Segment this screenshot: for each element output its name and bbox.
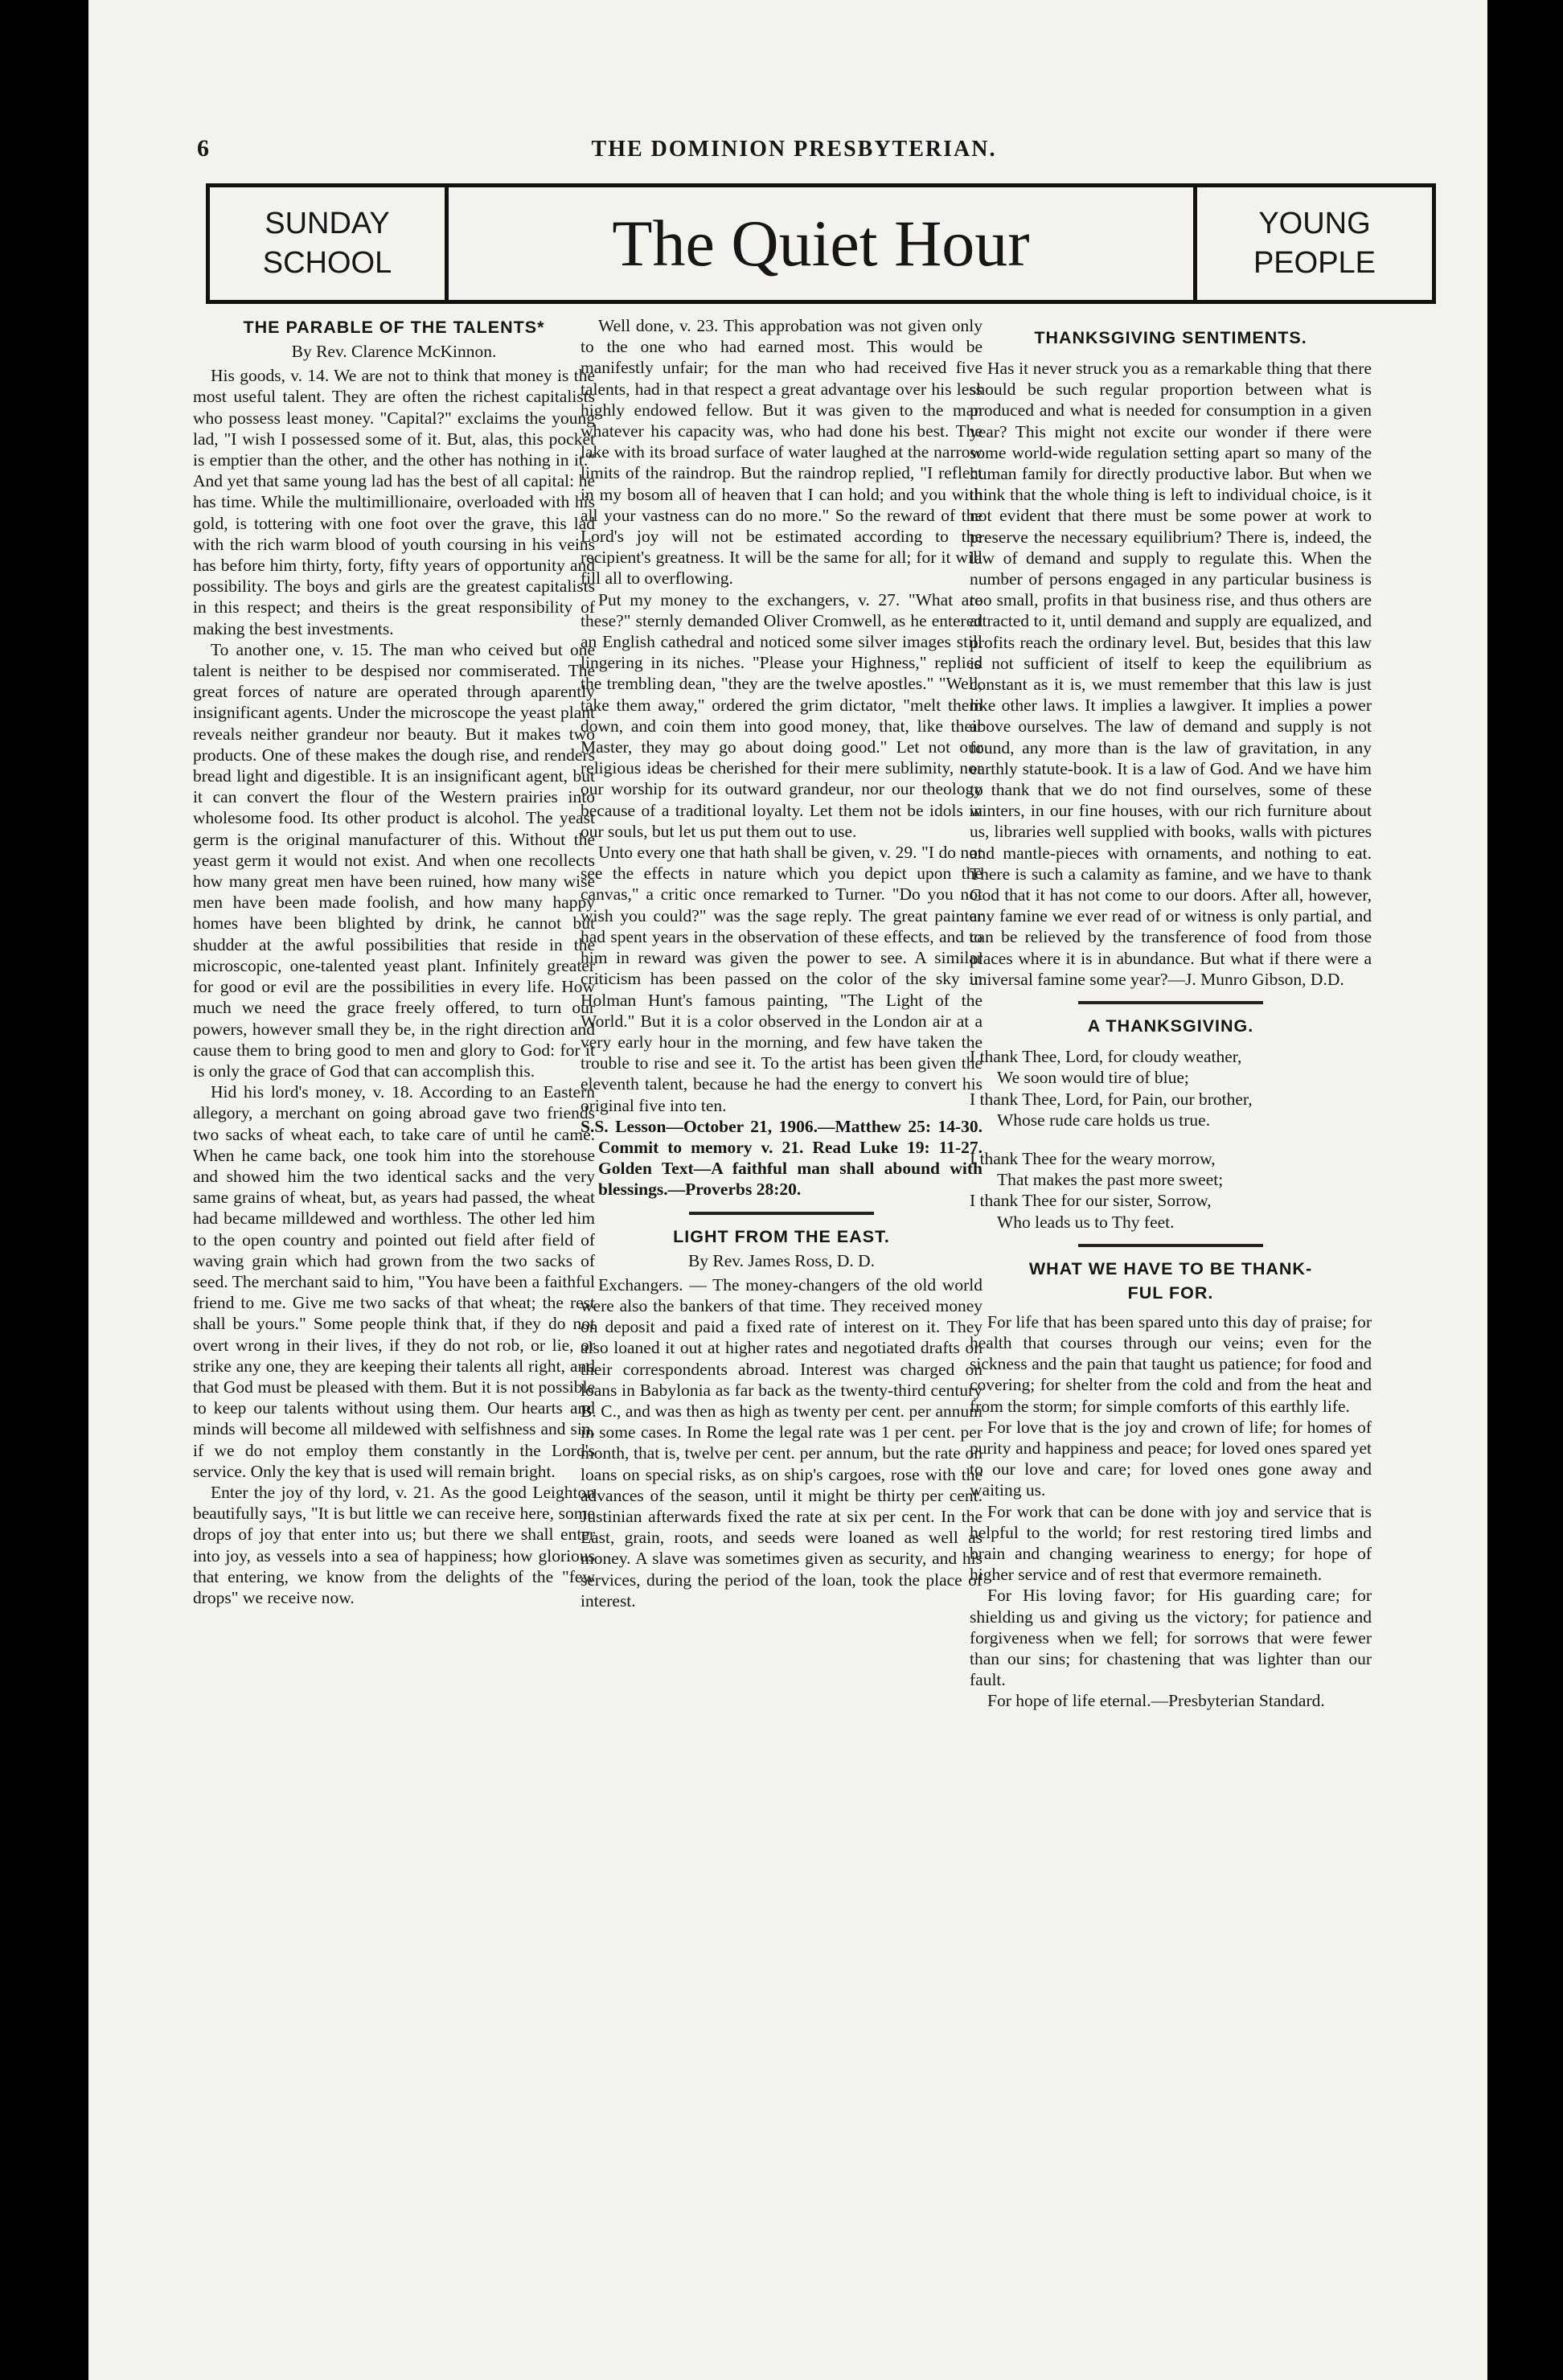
poem-stanza	[970, 1148, 1372, 1233]
poem-line: I thank Thee, Lord, for Pain, our brother,	[970, 1089, 1253, 1109]
article-paragraph: Exchangers. — The money-changers of the old world were also the bankers of that time. They received money on deposit and paid a fixed rate of interest on it. They also loaned it out at higher rates and negotiated drafts on their correspondents abroad. Interest was charged on loans in Babylonia as far back as the twenty-third century B. C., and was then as high as twenty per cent. per annum in some cases. In Rome the legal rate was 1 per cent. per month, that is, twelve per cent. per annum, but the rate on loans on special risks, as on ship's cargoes, rose with the advances of the season, until it might be thirty per cent. Justinian afterwards fixed the rate at six per cent. In the East, grain, roots, and seeds were loaned as well as money. A slave was sometimes given as security, and his services, during the period of the loan, took the place of interest.	[580, 1274, 983, 1611]
poem-title: A THANKSGIVING.	[1087, 1016, 1254, 1036]
article-paragraph: For hope of life eternal.—Presbyterian Standard.	[987, 1691, 1325, 1711]
article-paragraph: Well done, v. 23. This approbation was not given only to the one who had earned most. This would be manifestly unfair; for the man who had received five talents, had in that respect a great advantage over his less highly endowed fellow. But it was given to the man whatever his capacity was, who had done his best. The lake with its broad surface of water laughed at the narrow limits of the raindrop. But the raindrop replied, "I reflect in my bosom all of heaven that I can hold; and you with all your vastness can do no more." So the reward of the Lord's joy will not be estimated according to the recipient's greatness. It will be the same for all; for it will fill all to overflowing.	[580, 316, 983, 589]
banner-left-line1: SUNDAY	[265, 206, 390, 240]
article-title: THANKSGIVING SENTIMENTS.	[1034, 328, 1307, 347]
section-rule	[1078, 1244, 1263, 1247]
banner-title: The Quiet Hour	[612, 206, 1030, 280]
lesson-footnote: S.S. Lesson—October 21, 1906.—Matthew 25: 14-30. Commit to memory v. 21. Read Luke 19: 11-27. Golden Text—A faithful man shall abound with blessings.—Proverbs 28:20.	[580, 1116, 983, 1200]
column-3	[970, 326, 1372, 2239]
section-banner	[206, 183, 1436, 304]
poem-line: I thank Thee for our sister, Sorrow,	[970, 1191, 1212, 1211]
poem-stanza	[970, 1046, 1372, 1130]
article-paragraph: Put my money to the exchangers, v. 27. "What are these?" sternly demanded Oliver Cromwell, as he entered an English cathedral and noticed some silver images still lingering in its niches. "Please your Highness," replied the trembling dean, "they are the twelve apostles." "Well, take them away," ordered the grim dictator, "melt them down, and coin them into good money, that, like their Master, they may go about doing good." Let not our religious ideas be cherished for their mere sublimity, nor our worship for its outward grandeur, nor our theology because of a traditional loyalty. Let them not be idols in our souls, but let us put them out to use.	[580, 589, 983, 841]
article-paragraph: Has it never struck you as a remarkable thing that there should be such regular proportion between what is produced and what is needed for consumption in a given year? This might not excite our wonder if there were some world-wide regulation setting apart so many of the human family for directly productive labor. But when we think that the whole thing is left to individual choice, is it not evident that there must be some power at work to preserve the necessary equilibrium? There is, indeed, the law of demand and supply to regulate this. When the number of persons engaged in any particular business is too small, profits in that business rise, and thus others are attracted to it, until demand and supply are equalized, and profits reach the ordinary level. But, besides that this law is not sufficient of itself to keep the equilibrium as constant as it is, we must remember that this law is just like other laws. It implies a lawgiver. It implies a power above ourselves. The law of demand and supply is not found, any more than is the law of gravitation, in any earthly statute-book. It is a law of God. And we have him to thank that we do not find ourselves, some of these winters, in our fine houses, with our rich furniture about us, libraries well supplied with books, walls with pictures and mantle-pieces with ornaments, and nothing to eat. There is such a calamity as famine, and we have to thank God that it has not come to our doors. After all, however, any famine we ever read of or witness is only partial, and can be relieved by the transference of food from those places where it is in abundance. But what if there were a universal famine some year?—J. Munro Gibson, D.D.	[970, 359, 1372, 989]
poem-line: I thank Thee, Lord, for cloudy weather,	[970, 1047, 1242, 1067]
banner-left-line2: SCHOOL	[262, 246, 392, 280]
article-paragraph: For life that has been spared unto this day of praise; for health that courses through our veins; even for the sickness and the pain that taught us patience; for food and covering; for shelter from the cold and from the heat and from the storm; for simple comforts of this earthly life.	[970, 1311, 1372, 1416]
article-paragraph: To another one, v. 15. The man who ceived but one talent is neither to be despised nor commiserated. The great forces of nature are operated through aparently insignificant agents. Under the microscope the yeast plant reveals neither grandeur nor beauty. But it makes two products. One of these makes the dough rise, and renders bread light and digestible. It is an insignificant agent, but it can convert the flour of the Western prairies into wholesome food. Its other product is alcohol. The yeast germ is the original manufacturer of this. Without the yeast germ it would not exist. And when one recollects how many great men have been ruined, how many wise men have been made foolish, and how many happy homes have been blighted by drink, he cannot but shudder at the awful possibilities that reside in the microscopic, one-talented yeast plant. Infinitely greater for good or evil are the possibilities in every life. How much we need the grace freely offered, to turn our powers, however small they be, in the right direction and cause them to bring good to men and glory to God: for it is only the grace of God that can accomplish this.	[193, 639, 595, 1081]
section-rule	[689, 1212, 874, 1215]
column-1	[193, 315, 595, 2229]
banner-left-box	[210, 187, 449, 300]
banner-right-line2: PEOPLE	[1253, 246, 1376, 280]
poem-line: Whose rude care holds us true.	[997, 1110, 1211, 1130]
banner-right-box	[1193, 187, 1432, 300]
article-paragraph: For love that is the joy and crown of life; for homes of purity and happiness and peace; for loved ones spared yet to our love and care; for loved ones gone away and waiting us.	[970, 1417, 1372, 1500]
article-byline: By Rev. James Ross, D. D.	[687, 1250, 876, 1270]
article-paragraph: For work that can be done with joy and service that is helpful to the world; for rest restoring tired limbs and brain and changing weariness to energy; for hope of higher service and of rest that evermore remaineth.	[970, 1501, 1372, 1585]
article-byline: By Rev. Clarence McKinnon.	[291, 342, 497, 361]
poem-line: We soon would tire of blue;	[997, 1068, 1189, 1088]
section-rule	[1078, 1001, 1263, 1004]
poem-line: That makes the past more sweet;	[997, 1170, 1224, 1190]
newspaper-title: THE DOMINION PRESBYTERIAN.	[591, 137, 997, 162]
page-number: 6	[197, 135, 209, 162]
column-2	[580, 315, 983, 2229]
article-paragraph: Unto every one that hath shall be given, v. 29. "I do not see the effects in nature which you depict upon the canvas," a critic once remarked to Turner. "Do you not wish you could?" was the sage reply. The great painter had spent years in the observation of these effects, and to him in reward was given the power to see. A similar criticism has been passed on the color of the sky in Holman Hunt's famous painting, "The Light of the World." But it is a color observed in the London air at a very early hour in the morning, and few have taken the trouble to rise and see it. To the artist has been given the eleventh talent, because he had the energy to convert his original five into ten.	[580, 843, 983, 1115]
poem-line: I thank Thee for the weary morrow,	[970, 1148, 1216, 1168]
article-title-line2: FUL FOR.	[1127, 1282, 1214, 1303]
article-paragraph: His goods, v. 14. We are not to think that money is the most useful talent. They are often the richest capitalists who possess least money. "Capital?" exclaims the young lad, "I wish I possessed some of it. But, alas, this pocket is emptier than the other, and the other has nothing in it." And yet that same young lad has the best of all capital: he has time. While the multimillionaire, overloaded with his gold, is tottering with one foot over the grave, this lad with the rich warm blood of youth coursing in his veins has before him thirty, forty, fifty years of opportunity and possibility. The boys and girls are the greatest capitalists in this respect; and theirs is the great responsibility of making the best investments.	[193, 366, 595, 638]
poem-line: Who leads us to Thy feet.	[997, 1212, 1175, 1232]
newspaper-page	[88, 0, 1487, 2380]
running-head	[197, 135, 1391, 167]
article-title: THE PARABLE OF THE TALENTS*	[243, 318, 545, 337]
article-paragraph: Hid his lord's money, v. 18. According to an Eastern allegory, a merchant on going abroad gave two friends two sacks of wheat each, to take care of until he came. When he came back, one took him into the storehouse and showed him the two identical sacks and the very same grains of wheat, but, as years had passed, the wheat had became milldewed and worthless. The other led him to the open country and pointed out field after field of waving grain which had grown from the two sacks of seed. The merchant said to him, "You have been a faithful friend to me. Give me two sacks of that wheat; the rest shall be yours." Some people think that, if they do not overt wrong in their lives, if they do not rob, or lie, or strike any one, they are keeping their talents all right, and that God must be pleased with them. But it is not possible to keep our talents without using them. Our hearts and minds will become all mildewed with selfishness and sin, if we do not employ them constantly in the Lord's service. Only the key that is used will remain bright.	[193, 1082, 595, 1481]
article-paragraph: Enter the joy of thy lord, v. 21. As the good Leighton beautifully says, "It is but little we can receive here, some drops of joy that enter into us; but there we shall enter into joy, as vessels into a sea of happiness; how glorious that entering, we know from the delights of the "few drops" we receive now.	[193, 1482, 595, 1607]
article-title-line1: WHAT WE HAVE TO BE THANK-	[1028, 1258, 1313, 1278]
article-title: LIGHT FROM THE EAST.	[673, 1226, 890, 1246]
banner-right-line1: YOUNG	[1258, 206, 1371, 240]
article-paragraph: For His loving favor; for His guarding care; for shielding us and giving us the victory; for patience and forgiveness when we fell; for sorrows that were fewer than our sins; for chastening that was lighter than our fault.	[970, 1586, 1372, 1690]
